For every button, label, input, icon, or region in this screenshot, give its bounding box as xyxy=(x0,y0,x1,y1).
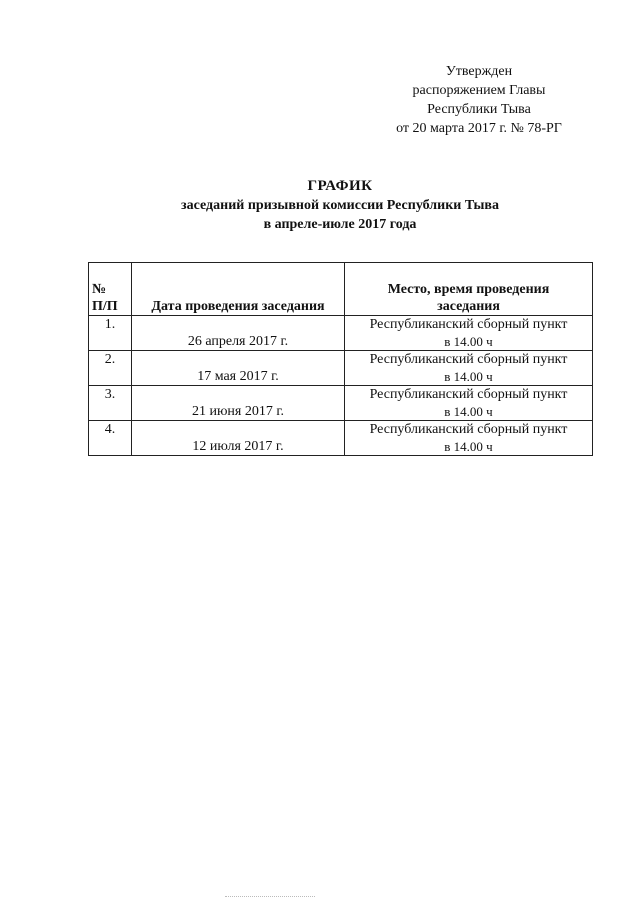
table-row xyxy=(89,386,593,421)
header-place-time xyxy=(345,263,593,316)
row-date: 26 апреля 2017 г. xyxy=(132,316,345,351)
row-place-time xyxy=(345,316,593,351)
row-number: 2. xyxy=(89,351,132,386)
row-place-time xyxy=(345,421,593,456)
row-number: 3. xyxy=(89,386,132,421)
header-place-line2: заседания xyxy=(437,299,500,314)
approval-line-order: распоряжением Главы xyxy=(412,83,546,98)
table-row xyxy=(89,351,593,386)
approval-stamp-block xyxy=(384,62,574,138)
row-date: 17 мая 2017 г. xyxy=(132,351,345,386)
document-subtitle: заседаний призывной комиссии Республики Тыва xyxy=(181,198,499,213)
row-time: в 14.00 ч xyxy=(444,439,493,454)
approval-line-republic: Республики Тыва xyxy=(427,102,531,117)
document-period: в апреле-июле 2017 года xyxy=(263,217,417,232)
document-title-block xyxy=(150,177,530,234)
schedule-table xyxy=(88,262,593,456)
header-place-line1: Место, время проведения xyxy=(387,282,550,297)
row-place: Республиканский сборный пункт xyxy=(369,317,568,332)
row-place: Республиканский сборный пункт xyxy=(369,387,568,402)
approval-line-date-number: от 20 марта 2017 г. № 78-РГ xyxy=(396,121,562,136)
table-row xyxy=(89,421,593,456)
row-place: Республиканский сборный пункт xyxy=(369,422,568,437)
scan-artifact-divider xyxy=(225,896,315,901)
row-place-time xyxy=(345,351,593,386)
row-time: в 14.00 ч xyxy=(444,369,493,384)
row-number: 1. xyxy=(89,316,132,351)
row-time: в 14.00 ч xyxy=(444,334,493,349)
table-header-row xyxy=(89,263,593,316)
approval-line-approved: Утвержден xyxy=(445,64,513,79)
row-number: 4. xyxy=(89,421,132,456)
header-date: Дата проведения заседания xyxy=(132,263,345,316)
row-time: в 14.00 ч xyxy=(444,404,493,419)
row-date: 12 июля 2017 г. xyxy=(132,421,345,456)
row-place-time xyxy=(345,386,593,421)
document-title: ГРАФИК xyxy=(307,178,373,194)
header-number-label: П/П xyxy=(92,299,118,314)
header-number xyxy=(89,263,132,316)
table-row xyxy=(89,316,593,351)
row-place: Республиканский сборный пункт xyxy=(369,352,568,367)
header-number-symbol: № xyxy=(92,282,107,297)
row-date: 21 июня 2017 г. xyxy=(132,386,345,421)
